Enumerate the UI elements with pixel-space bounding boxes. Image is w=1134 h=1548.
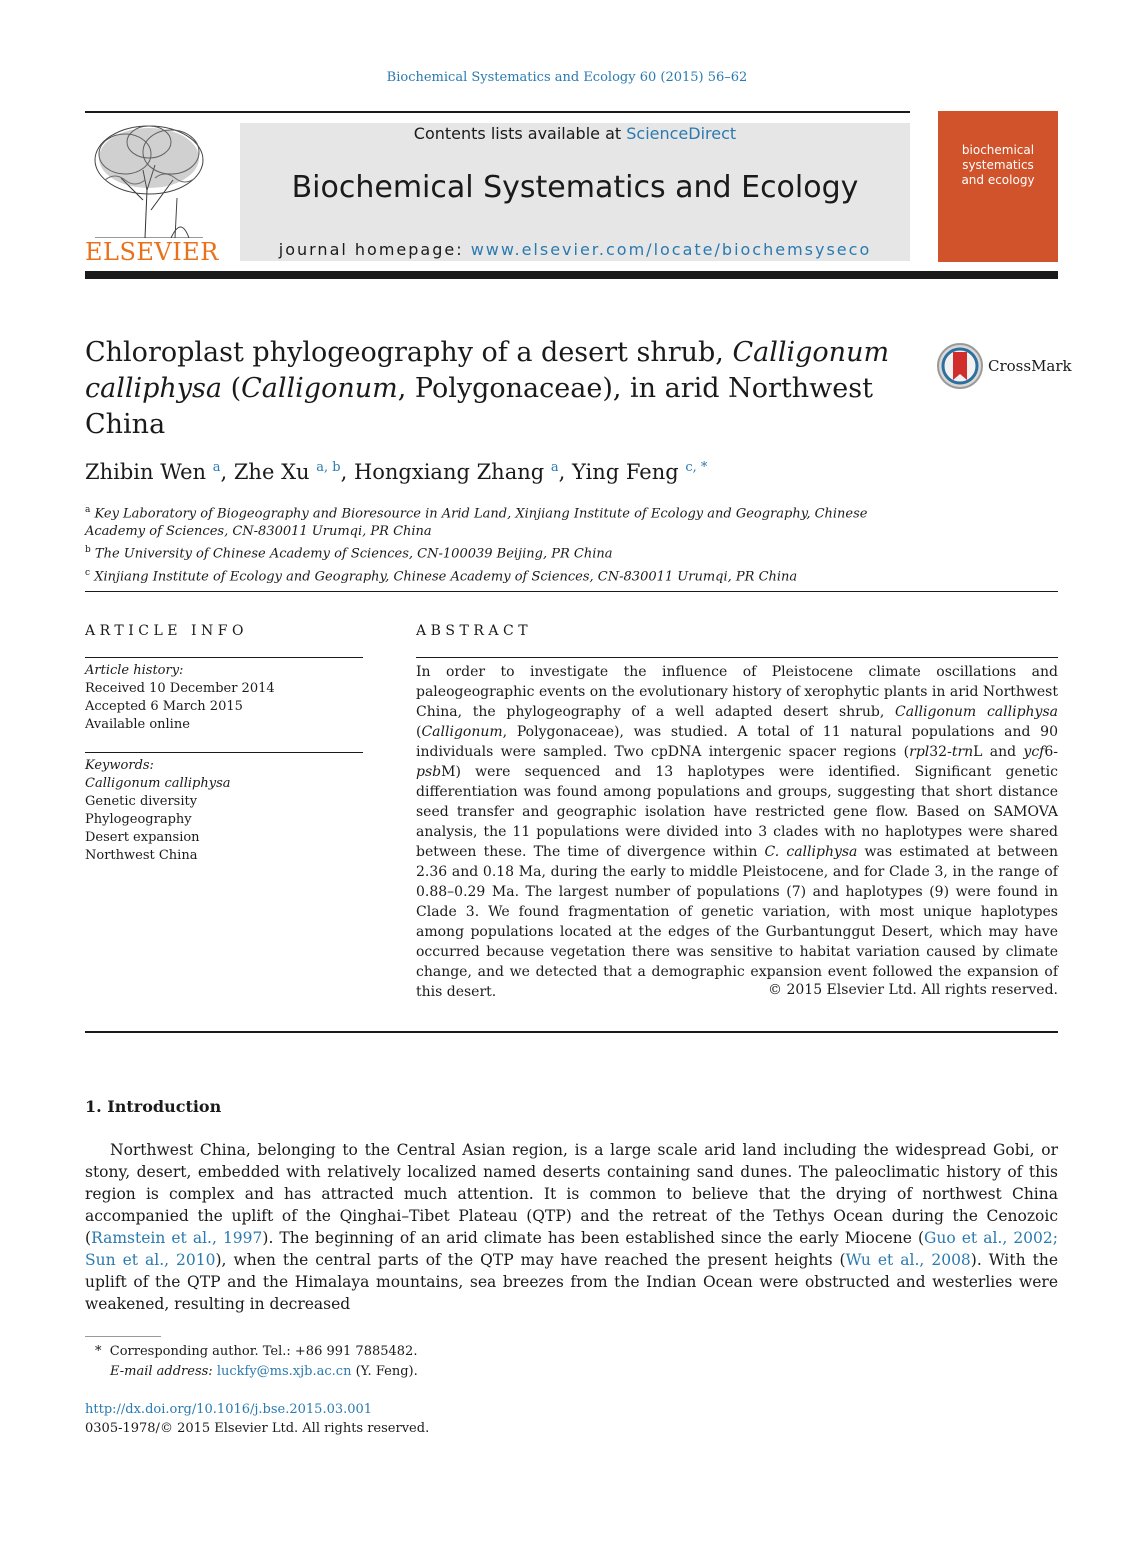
intro-text: Northwest China, belonging to the Central Asian region, is a large scale arid land including the widespread Gobi, or stony, desert, embedded with relatively localized named deserts containing sand dunes. The paleoclimatic history of this region is complex and has attracted much attention. It is common to believe that the drying of northwest China accompanied the uplift of the Qinghai–Tibet Plateau (QTP) and the retreat of the Tethys Ocean during the Cenozoic ( [85,1141,1058,1247]
abstract-text: was estimated at between 2.36 and 0.18 Ma, during the early to middle Pleistocene, and for Clade 3, in the range of 0.88–0.29 Ma. The largest number of populations (7) and haplotypes (9) were found in Clade 3. We found fragmentation of genetic variation, with most unique haplotypes among populations located at the edges of the Gurbantunggut Desert, which may have occurred because vegetation there was sensitive to habitat variation caused by climate change, and we detected that a demographic expansion event followed the expansion of this desert. [416,844,1058,1000]
author-list: Zhibin Wen $^a$, Zhe Xu $^{a, b}$, Hongxiang Zhang $^a$, Ying Feng $^{c, *}$ [85,460,708,484]
homepage-prefix: journal homepage: [278,240,471,259]
homepage-line [240,240,910,259]
abstract-rule [416,657,1058,658]
abstract-text: 32- [929,744,952,760]
affiliation-item [85,501,905,541]
author-affiliation-marker[interactable]: a, b [316,460,341,475]
abstract-heading: ABSTRACT [416,623,533,639]
history-item: Accepted 6 March 2015 [85,699,243,714]
history-item: Received 10 December 2014 [85,681,275,696]
author-name[interactable]: Ying Feng [572,460,679,484]
sciencedirect-link[interactable]: ScienceDirect [626,124,737,143]
author-name[interactable]: Zhibin Wen [85,460,207,484]
citation-link[interactable]: Wu et al., 2008 [845,1251,971,1269]
gene-name: rpl [909,744,930,760]
keyword-item: Desert expansion [85,830,200,845]
affiliation-text: Key Laboratory of Biogeography and Bioresource in Arid Land, Xinjiang Institute of Ecology and Geography, Chinese Academy of Sciences, CN-830011 Urumqi, PR China [85,506,868,540]
affiliation-key: a [85,505,91,515]
contents-prefix: Contents lists available at [413,124,627,143]
crossmark-label: CrossMark [988,357,1072,375]
title-text: , Polygonaceae), in arid Northwest China [85,373,873,440]
article-info-rule [85,657,363,658]
gene-name: trn [951,744,974,760]
abstract-body [416,662,1058,1002]
history-label: Article history: [85,663,184,678]
footnote-marker: * [95,1344,102,1359]
keywords-label: Keywords: [85,758,154,773]
keyword-item: Phylogeography [85,812,192,827]
history-item: Available online [85,717,190,732]
keywords [85,757,363,865]
affiliations [85,501,905,586]
abstract-text: L and [973,744,1024,760]
keyword-item: Calligonum calliphysa [85,776,231,791]
title-text: ( [222,373,242,404]
introduction-heading: 1. Introduction [85,1097,222,1116]
abstract-text: , Polygonaceae), was studied. A total of 11 natural populations and 90 individuals were sampled. Two cpDNA intergenic spacer regions ( [416,724,1058,760]
abstract-species: Calligonum calliphysa [895,704,1058,720]
header-rule [85,111,910,113]
intro-text: ). With the uplift of the QTP and the Himalaya mountains, sea breezes from the Indian Ocean were obstructed and westerlies were weakened, resulting in decreased [85,1251,1058,1313]
intro-text: ), when the central parts of the QTP may have reached the present heights ( [215,1251,846,1269]
article-info-heading: ARTICLE INFO [85,623,248,639]
header-thick-rule [85,271,1058,279]
abstract-text: ( [416,724,422,740]
author-affiliation-marker[interactable]: a [550,460,559,475]
contents-line [240,124,910,143]
affiliation-key: b [85,545,91,556]
email-suffix: (Y. Feng). [351,1364,418,1379]
cover-title [944,143,1052,188]
introduction-body [85,1139,1058,1315]
author-affiliation-marker[interactable]: c, * [685,460,708,475]
article-title [85,335,905,443]
citation-link[interactable]: Guo et al., 2002; Sun et al., 2010 [85,1229,1058,1269]
doi-link[interactable]: http://dx.doi.org/10.1016/j.bse.2015.03.001 [85,1402,373,1417]
abstract-end-rule [85,1031,1058,1033]
title-genus: Calligonum [241,373,398,404]
citation-link[interactable]: Ramstein et al., 1997 [91,1229,263,1247]
intro-text: ). The beginning of an arid climate has been established since the early Miocene ( [262,1229,924,1247]
cover-title-line: and ecology [961,173,1035,187]
abstract-text: In order to investigate the influence of Pleistocene climate oscillations and paleogeographic events on the evolutionary history of xerophytic plants in arid Northwest China, the phylogeography of a well adapted desert shrub, [416,664,1058,720]
email-link[interactable]: luckfy@ms.xjb.ac.cn [216,1364,352,1379]
doi-block [85,1400,429,1438]
journal-citation-link[interactable]: Biochemical Systematics and Ecology 60 (2015) 56–62 [386,70,748,85]
abstract-text: M) were sequenced and 13 haplotypes were identified. Significant genetic differentiation was found among populations and groups, suggesting that short distance seed transfer and geographic isolation have restricted gene flow. Based on SAMOVA analysis, the 11 populations were divided into 3 clades with no haplotypes were shared between these. The time of divergence within [416,764,1058,860]
keyword-item: Northwest China [85,848,198,863]
abstract-copyright: © 2015 Elsevier Ltd. All rights reserved. [768,982,1058,998]
title-text: Chloroplast phylogeography of a desert shrub, [85,337,733,368]
elsevier-wordmark: ELSEVIER [85,238,219,266]
journal-name: Biochemical Systematics and Ecology [291,170,859,205]
issn-line: 0305-1978/© 2015 Elsevier Ltd. All rights reserved. [85,1421,430,1436]
affiliation-item [85,541,905,563]
author-affiliation-marker[interactable]: a [212,460,221,475]
affiliation-text: The University of Chinese Academy of Sciences, CN-100039 Beijing, PR China [94,546,613,562]
gene-name: ycf [1023,744,1045,760]
article-history [85,662,363,734]
author-name[interactable]: Hongxiang Zhang [353,460,545,484]
abstract-genus: Calligonum [421,724,503,740]
title-species: Calligonum calliphysa [85,337,890,404]
affiliation-item [85,564,905,586]
gene-name: psb [416,764,442,780]
cover-title-line: biochemical [961,143,1035,157]
cover-title-line: systematics [962,158,1034,172]
footnote-rule [85,1336,161,1337]
crossmark-icon [936,342,984,390]
affiliation-key: c [85,567,91,578]
corresponding-author-footnote [95,1342,418,1382]
affiliation-rule [85,591,1058,592]
keywords-rule [85,752,363,753]
email-label: E-mail address: [110,1364,213,1379]
affiliation-text: Xinjiang Institute of Ecology and Geography, Chinese Academy of Sciences, CN-830011 Urumqi, PR China [94,568,798,584]
tree-icon [85,120,213,238]
corresponding-text: Corresponding author. Tel.: +86 991 7885482. [109,1344,418,1359]
keyword-item: Genetic diversity [85,794,198,809]
author-name[interactable]: Zhe Xu [233,460,310,484]
abstract-species: C. calliphysa [764,844,858,860]
abstract-text: 6- [1044,744,1058,760]
homepage-link[interactable]: www.elsevier.com/locate/biochemsyseco [470,240,872,259]
